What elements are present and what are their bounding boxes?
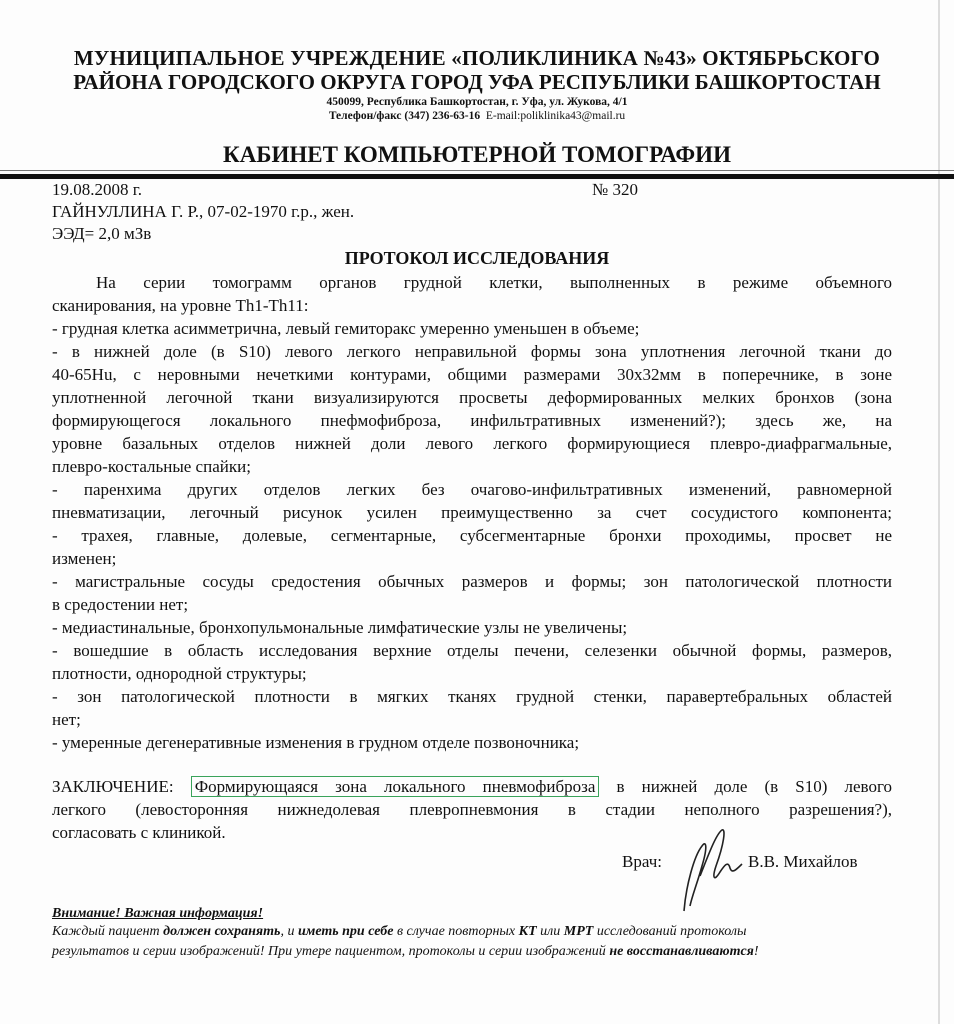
protocol-line: уплотненной легочной ткани визуализируются просветы деформированных мелких бронхов (зона [52,388,892,407]
signature-block [622,852,858,872]
protocol-line: - вошедшие в область исследования верхние отделы печени, селезенки обычной формы, размеров, [52,641,892,660]
protocol-line: - паренхима других отделов легких без очагово-инфильтративных изменений, равномерной [52,480,892,499]
protocol-line: плевро-костальные спайки; [52,457,251,476]
protocol-line: уровне базальных отделов нижней доли левого легкого формирующиеся плевро-диафрагмальные, [52,434,892,453]
protocol-line: - умеренные дегенеративные изменения в грудном отделе позвоночника; [52,733,580,752]
date: 19.08.2008 г. [52,180,143,199]
institution-line-1: МУНИЦИПАЛЬНОЕ УЧРЕЖДЕНИЕ «ПОЛИКЛИНИКА №43» ОКТЯБРЬСКОГО [73,46,881,70]
protocol-body [52,271,892,754]
protocol-line: - зон патологической плотности в мягких тканях грудной стенки, паравертебральных областей [52,687,892,706]
protocol-line: нет; [52,710,81,729]
doctor-name: В.В. Михайлов [748,852,858,871]
protocol-line: пневматизации, легочный рисунок усилен преимущественно за счет сосудистого компонента; [52,503,892,522]
protocol-line: - в нижней доле (в S10) левого легкого неправильной формы зона уплотнения легочной ткани до [52,342,892,361]
protocol-line: - грудная клетка асимметрична, левый гемиторакс умеренно уменьшен в объеме; [52,319,640,338]
protocol-line: в средостении нет; [52,595,189,614]
protocol-line: - магистральные сосуды средостения обычных размеров и формы; зон патологической плотности [52,572,892,591]
protocol-line: На серии томограмм органов грудной клетки, выполненных в режиме объемного [96,273,892,292]
patient-info: ГАЙНУЛЛИНА Г. Р., 07-02-1970 г.р., жен. [52,202,355,221]
radiation-dose: ЭЭД= 2,0 мЗв [52,224,152,243]
notice-title: Внимание! Важная информация! [52,906,264,921]
protocol-title: ПРОТОКОЛ ИССЛЕДОВАНИЯ [344,248,610,268]
notice-line-1: Каждый пациент должен сохранять, и иметь при себе в случае повторных КТ или МРТ исследований протоколы [52,924,747,939]
protocol-line: сканирования, на уровне Th1-Th11: [52,296,309,315]
conclusion-text: согласовать с клиникой. [52,823,226,842]
signature-label: Врач: [622,852,662,871]
notice-line-2: результатов и серии изображений! При утере пациентом, протоколы и серии изображений не восстанавливаются! [52,944,759,959]
phone: Телефон/факс (347) 236-63-16 [328,110,481,122]
protocol-line: плотности, однородной структуры; [52,664,307,683]
department-title: КАБИНЕТ КОМПЬЮТЕРНОЙ ТОМОГРАФИИ [223,142,731,167]
institution-line-2: РАЙОНА ГОРОДСКОГО ОКРУГА ГОРОД УФА РЕСПУБЛИКИ БАШКОРТОСТАН [73,70,881,94]
protocol-line: - трахея, главные, долевые, сегментарные, субсегментарные бронхи проходимы, просвет не [52,526,892,545]
divider [0,174,954,179]
conclusion-label: ЗАКЛЮЧЕНИЕ: [52,777,174,796]
contacts [0,109,954,123]
protocol-number: № 320 [592,180,638,199]
conclusion-text: в нижней доле (в S10) левого [616,777,892,796]
email: E-mail:poliklinika43@mail.ru [485,110,626,122]
handwritten-signature [672,826,752,916]
protocol-line: 40-65Hu, с неровными нечеткими контурами, общими размерами 30х32мм в поперечнике, в зоне [52,365,892,384]
highlighted-finding: Формирующаяся зона локального пневмофиброза [191,776,600,797]
protocol-line: - медиастинальные, бронхопульмональные лимфатические узлы не увеличены; [52,618,628,637]
divider-thin [0,170,954,171]
conclusion [52,775,892,844]
protocol-line: формирующегося локального пнефмофиброза, инфильтративных изменений?); здесь же, на [52,411,892,430]
conclusion-text: легкого (левосторонняя нижнедолевая плевропневмония в стадии неполного разрешения?), [52,800,892,819]
protocol-line: изменен; [52,549,117,568]
address: 450099, Республика Башкортостан, г. Уфа, ул. Жукова, 4/1 [326,96,628,108]
